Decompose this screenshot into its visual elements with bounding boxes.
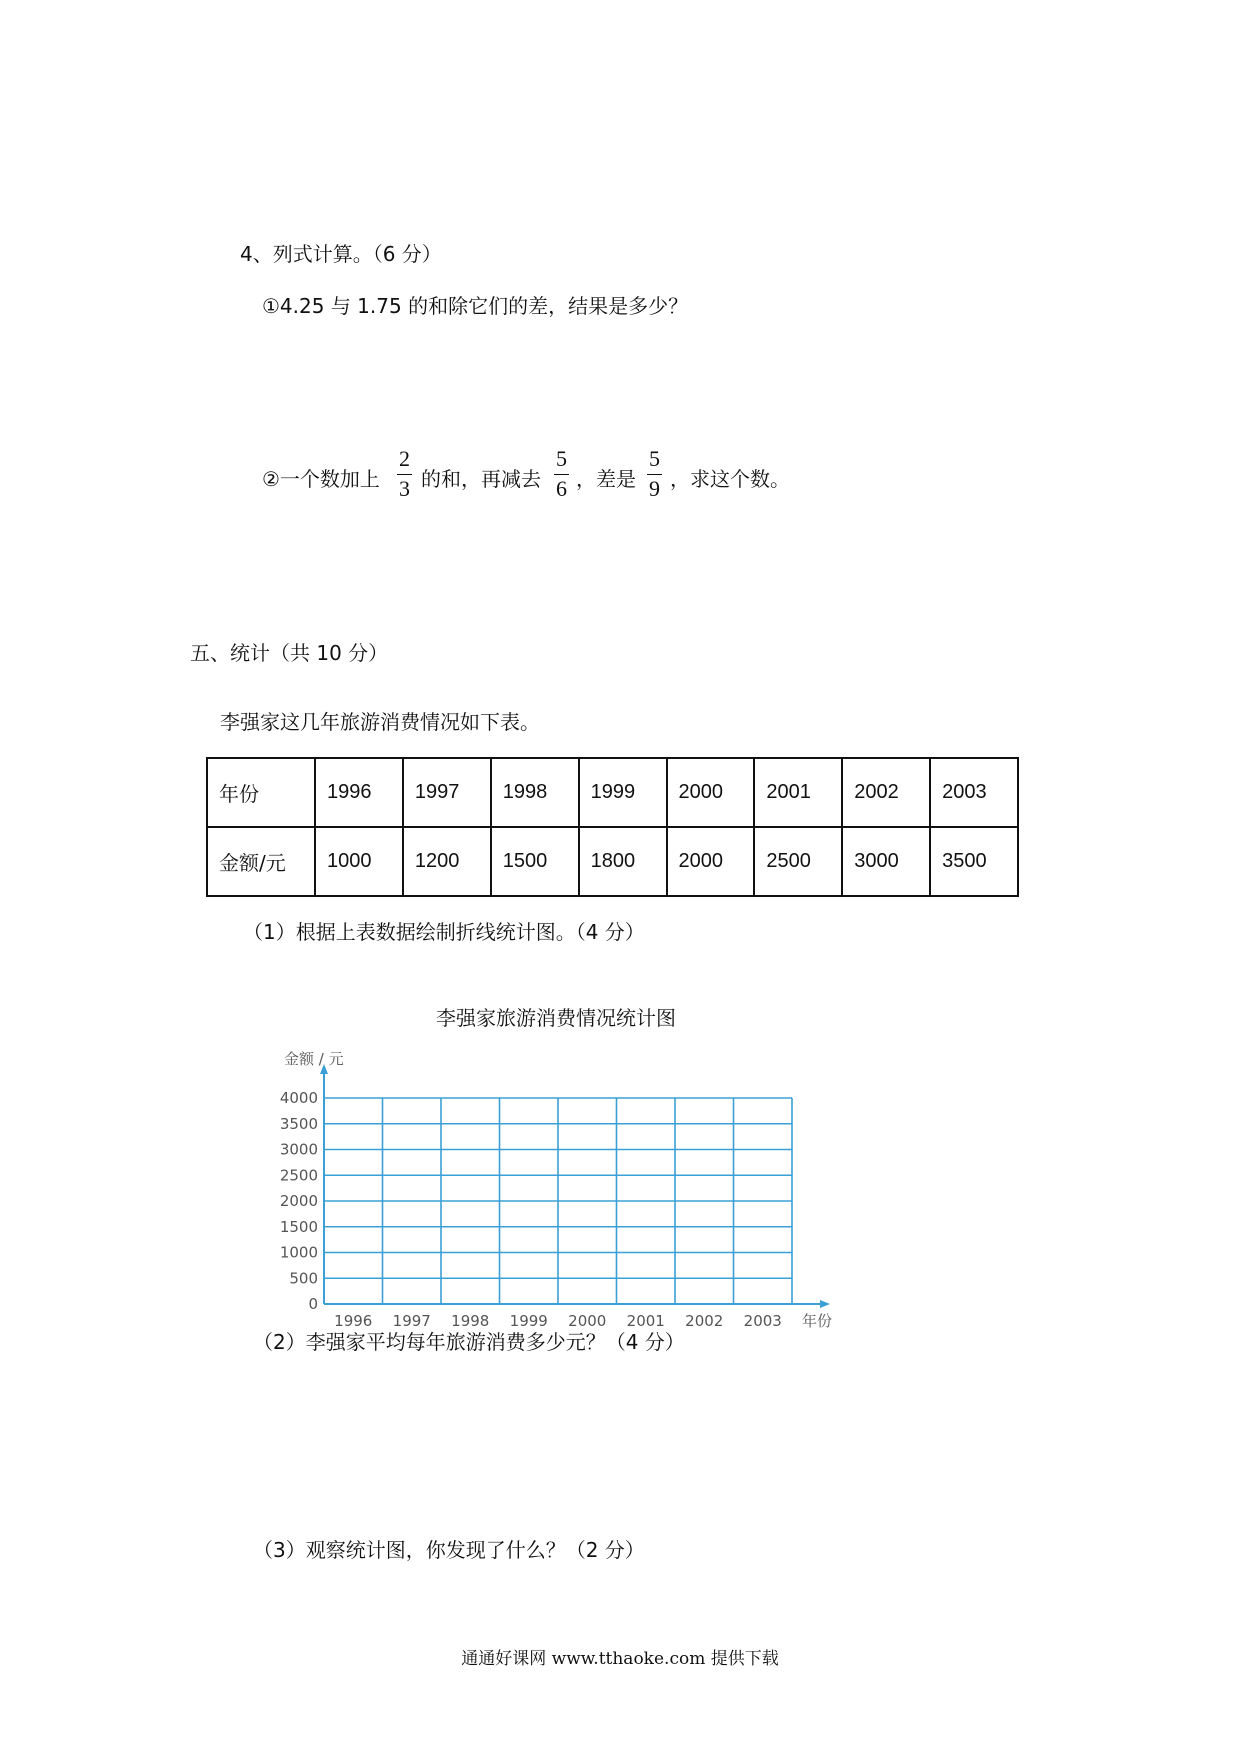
y-tick-label: 3000 bbox=[279, 1140, 318, 1159]
table-cell: 1800 bbox=[579, 827, 667, 896]
y-tick-label: 1500 bbox=[279, 1217, 318, 1236]
table-cell: 1996 bbox=[315, 758, 403, 827]
y-tick-label: 1000 bbox=[279, 1243, 318, 1262]
x-tick-label: 1998 bbox=[451, 1312, 490, 1330]
table-cell: 2000 bbox=[667, 758, 755, 827]
table-cell: 1998 bbox=[491, 758, 579, 827]
table-cell: 2000 bbox=[667, 827, 755, 896]
table-cell: 2002 bbox=[842, 758, 930, 827]
y-tick-label: 500 bbox=[289, 1269, 318, 1288]
x-tick-label: 1999 bbox=[509, 1312, 548, 1330]
section-5-heading: 五、统计（共 10 分） bbox=[190, 641, 389, 665]
table-cell: 3000 bbox=[842, 827, 930, 896]
table-row-label: 年份 bbox=[207, 758, 315, 827]
fraction-5-9 bbox=[647, 448, 662, 500]
question-1: （1）根据上表数据绘制折线统计图。（4 分） bbox=[243, 920, 645, 944]
x-tick-label: 1996 bbox=[334, 1312, 373, 1330]
table-cell: 2001 bbox=[754, 758, 842, 827]
y-tick-label: 4000 bbox=[279, 1089, 318, 1107]
spending-table bbox=[206, 757, 1019, 897]
table-row-amounts bbox=[207, 827, 1018, 896]
table-cell: 3500 bbox=[930, 827, 1018, 896]
fraction-numerator: 5 bbox=[649, 446, 660, 471]
x-axis-label: 年份 bbox=[801, 1312, 832, 1330]
chart-title: 李强家旅游消费情况统计图 bbox=[436, 1006, 676, 1030]
q4-item-1: ①4.25 与 1.75 的和除它们的差，结果是多少？ bbox=[262, 294, 689, 318]
table-cell: 2500 bbox=[754, 827, 842, 896]
table-cell: 1200 bbox=[403, 827, 491, 896]
x-tick-label: 2002 bbox=[685, 1312, 724, 1330]
table-row-years bbox=[207, 758, 1018, 827]
fraction-denominator: 9 bbox=[649, 476, 660, 501]
line-chart-grid bbox=[262, 1044, 842, 1334]
fraction-5-6 bbox=[554, 448, 569, 500]
fraction-denominator: 3 bbox=[399, 476, 410, 501]
x-tick-label: 2000 bbox=[568, 1312, 607, 1330]
table-cell: 1999 bbox=[579, 758, 667, 827]
x-tick-label: 2003 bbox=[743, 1312, 782, 1330]
q4-item-2-suffix: ，求这个数。 bbox=[670, 467, 790, 491]
y-axis-label: 金额 / 元 bbox=[284, 1050, 344, 1068]
table-cell: 1500 bbox=[491, 827, 579, 896]
y-tick-label: 2500 bbox=[279, 1166, 318, 1185]
q4-heading: 4、列式计算。（6 分） bbox=[240, 242, 442, 266]
y-tick-label: 2000 bbox=[279, 1192, 318, 1210]
fraction-numerator: 2 bbox=[399, 446, 410, 471]
y-tick-label: 3500 bbox=[279, 1114, 318, 1133]
q4-item-2-mid-1: 的和，再减去 bbox=[421, 467, 541, 491]
footer-note: 通通好课网 www.tthaoke.com 提供下载 bbox=[461, 1649, 779, 1669]
q4-item-2-mid-2: ，差是 bbox=[576, 467, 636, 491]
x-tick-label: 1997 bbox=[392, 1312, 431, 1330]
table-cell: 2003 bbox=[930, 758, 1018, 827]
fraction-numerator: 5 bbox=[556, 446, 567, 471]
fraction-denominator: 6 bbox=[556, 476, 567, 501]
x-tick-label: 2001 bbox=[626, 1312, 665, 1330]
table-row-label: 金额/元 bbox=[207, 827, 315, 896]
question-3: （3）观察统计图，你发现了什么？（2 分） bbox=[253, 1538, 645, 1562]
fraction-2-3 bbox=[397, 448, 412, 500]
table-cell: 1000 bbox=[315, 827, 403, 896]
y-tick-label: 0 bbox=[308, 1295, 318, 1313]
table-cell: 1997 bbox=[403, 758, 491, 827]
table-intro: 李强家这几年旅游消费情况如下表。 bbox=[220, 710, 540, 734]
x-axis-arrow-icon bbox=[820, 1300, 830, 1308]
q4-item-2-prefix: ②一个数加上 bbox=[262, 467, 380, 491]
question-2: （2）李强家平均每年旅游消费多少元？（4 分） bbox=[253, 1330, 685, 1354]
